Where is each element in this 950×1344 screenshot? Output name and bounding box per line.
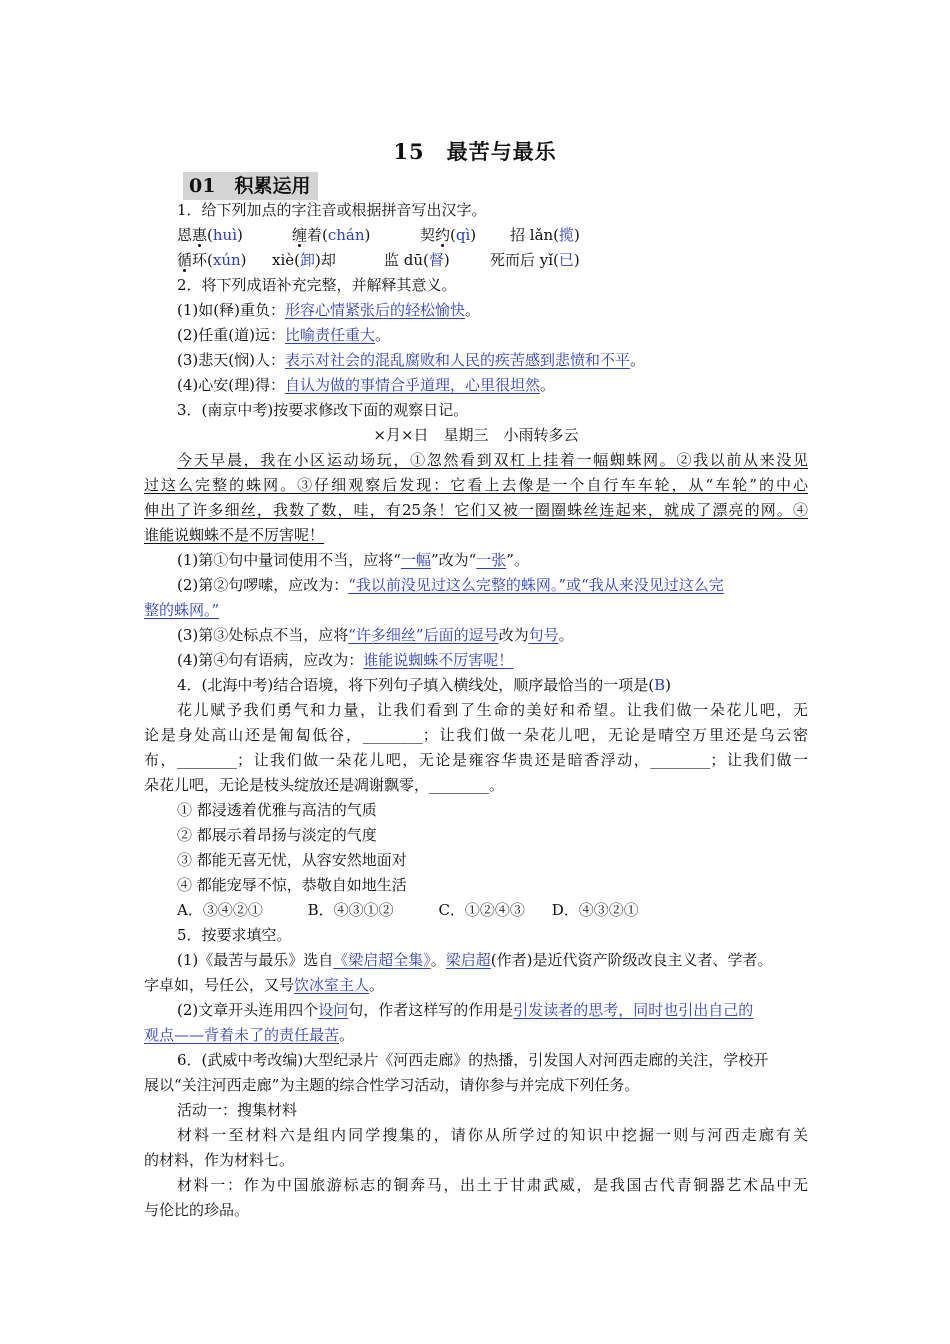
diary-line: 今天早晨，我在小区运动场玩，①忽然看到双杠上挂着一幅蜘蛛网。②我以前从来没见: [177, 451, 808, 469]
q1-item: xiè(卸)却: [272, 251, 336, 269]
diary-line: 谁能说蜘蛛不是不厉害呢！: [144, 526, 325, 544]
diary-line: 伸出了许多细丝，我数了数，哇，有25条！它们又被一圈圈蛛丝连起来，就成了漂亮的网。④: [144, 501, 808, 519]
q4-passage: 布，________；让我们做一朵花儿吧，无论是雍容华贵还是暗香浮动，________；让我们做一: [144, 751, 808, 769]
q2-items: [144, 298, 808, 398]
q3-answer-1: (1)第①句中量词使用不当，应将“一幅”改为“一张”。: [177, 551, 529, 569]
page-title: 15 最苦与最乐: [393, 139, 557, 164]
q4-option: ④ 都能宠辱不惊，恭敬自如地生活: [177, 876, 407, 894]
section-heading: 01 积累运用: [183, 172, 318, 200]
choice-d: D．④③②①: [551, 901, 639, 919]
q1-item: 循环(xún): [177, 251, 247, 269]
q5-part2-cont: 观点——背着未了的责任最苦。: [144, 1026, 355, 1044]
q4-passage: 花儿赋予我们勇气和力量，让我们看到了生命的美好和希望。让我们做一朵花儿吧，无: [177, 701, 808, 719]
q5-part1-cont: 字卓如，号任公，又号饮冰室主人。: [144, 976, 385, 994]
q6-stem-cont: 展以“关注河西走廊”为主题的综合性学习活动，请你参与并完成下列任务。: [144, 1076, 640, 1094]
diary-line: 过这么完整的蛛网。③仔细观察后发现：它看上去像是一个自行车车轮，从“车轮”的中心: [144, 476, 808, 494]
q4-option: ③ 都能无喜无忧，从容安然地面对: [177, 851, 407, 869]
q5-stem: 5．按要求填空。: [177, 926, 292, 944]
q3-answer-4: (4)第④句有语病，应改为：谁能说蜘蛛不厉害呢！: [177, 651, 514, 669]
q1-item: 招 lǎn(揽): [510, 226, 580, 244]
q1-item: 死而后 yǐ(已): [490, 251, 580, 269]
q1-item: 监 dū(督): [384, 251, 450, 269]
q1-item: 缠着(chán): [292, 226, 371, 244]
q6-stem: 6．(武威中考改编)大型纪录片《河西走廊》的热播，引发国人对河西走廊的关注，学校开: [177, 1051, 769, 1069]
q4-option: ② 都展示着昂扬与淡定的气度: [177, 826, 377, 844]
q4-stem: 4．(北海中考)结合语境，将下列句子填入横线处，顺序最恰当的一项是(B): [177, 676, 671, 694]
q4-answer: B: [654, 676, 666, 694]
q1-item: 契约(qì): [420, 226, 477, 244]
q6-material-1: 与伦比的珍品。: [144, 1201, 250, 1219]
q2-item: (4)心安(理)得：自认为做的事情合乎道理，心里很坦然。: [177, 376, 555, 394]
q2-stem: 2．将下列成语补充完整，并解释其意义。: [177, 276, 457, 294]
q3-answer-2: (2)第②句啰嗦，应改为：“我以前没见过这么完整的蛛网。”或“我从来没见过这么完: [177, 576, 724, 594]
choice-a: A．③④②①: [177, 901, 263, 919]
q4-choices: [144, 898, 808, 923]
q3-answer-3: (3)第③处标点不当，应将“许多细丝”后面的逗号改为句号。: [177, 626, 574, 644]
q2-item: (2)任重(道)远：比喻责任重大。: [177, 326, 390, 344]
q2-item: (3)悲天(悯)人：表示对社会的混乱腐败和人民的疾苦感到悲愤和不平。: [177, 351, 645, 369]
diary-heading: ×月×日 星期三 小雨转多云: [373, 426, 579, 444]
q3-stem: 3．(南京中考)按要求修改下面的观察日记。: [177, 401, 469, 419]
q4-passage: 论是身处高山还是匍匐低谷，________；让我们做一朵花儿吧，无论是晴空万里还是乌云密: [144, 726, 808, 744]
q6-material-intro: 的材料，作为材料七。: [144, 1151, 295, 1169]
q6-activity: 活动一：搜集材料: [177, 1101, 298, 1119]
q2-item: (1)如(释)重负：形容心情紧张后的轻松愉快。: [177, 301, 480, 319]
q6-material-1: 材料一：作为中国旅游标志的铜奔马，出土于甘肃武威，是我国古代青铜器艺术品中无: [177, 1176, 808, 1194]
q5-part1: (1)《最苦与最乐》选自《梁启超全集》。梁启超(作者)是近代资产阶级改良主义者、学者。: [177, 951, 773, 969]
q5-part2: (2)文章开头连用四个设问句，作者这样写的作用是引发读者的思考，同时也引出自己的: [177, 1001, 754, 1019]
q1-row2: [144, 248, 808, 273]
q3-answer-2-cont: 整的蛛网。”: [144, 601, 220, 619]
q4-option: ① 都浸透着优雅与高洁的气质: [177, 801, 377, 819]
choice-b: B．④③①②: [307, 901, 394, 919]
q1-stem: 1．给下列加点的字注音或根据拼音写出汉字。: [177, 201, 487, 219]
q4-passage: 朵花儿吧，无论是枝头绽放还是凋谢飘零，________。: [144, 776, 505, 794]
q6-material-intro: 材料一至材料六是组内同学搜集的，请你从所学过的知识中挖掘一则与河西走廊有关: [177, 1126, 808, 1144]
content: [144, 198, 808, 1223]
q1-item: 恩惠(huì): [177, 226, 243, 244]
q1-row1: [144, 223, 808, 248]
choice-c: C．①②④③: [438, 901, 525, 919]
